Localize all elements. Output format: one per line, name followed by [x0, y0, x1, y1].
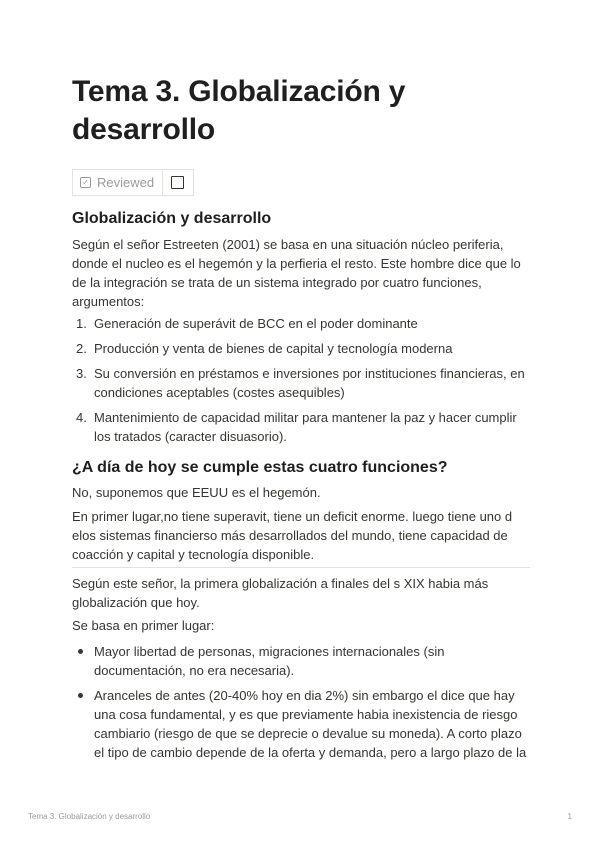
- bullet-dot: [78, 649, 83, 654]
- list-item: 1. Generación de superávit de BCC en el poder dominante: [76, 316, 418, 331]
- bullets-list: [72, 642, 530, 762]
- section-heading-cuatro-funciones: ¿A día de hoy se cumple estas cuatro funciones?: [72, 459, 448, 476]
- reviewed-checkbox[interactable]: [171, 176, 184, 189]
- footer-title: Tema 3. Globalización y desarrollo: [28, 812, 151, 821]
- functions-list: [72, 314, 530, 446]
- page-number: 1: [567, 812, 572, 821]
- divider: [72, 567, 530, 568]
- list-item: Mayor libertad de personas, migraciones internacionales (sin documentación, no era necesaria).: [72, 642, 530, 680]
- checkbox-property-icon: ✓: [80, 177, 91, 188]
- section-heading-globalizacion: Globalización y desarrollo: [72, 210, 272, 227]
- bullet-dot: [78, 693, 83, 698]
- paragraph-primera-globalizacion: Según este señor, la primera globalización a finales del s XIX habia más globalización que hoy.: [72, 576, 489, 610]
- paragraph-hegemon: No, suponemos que EEUU es el hegemón.: [72, 485, 321, 500]
- paragraph-se-basa: Se basa en primer lugar:: [72, 618, 215, 633]
- properties-row: [72, 169, 194, 196]
- list-item: 4. Mantenimiento de capacidad militar para mantener la paz y hacer cumplir los tratados (caracter disuasorio).: [76, 410, 517, 444]
- intro-paragraph: Según el señor Estreeten (2001) se basa en una situación núcleo periferia, donde el nucleo es el hegemón y la perfieria el resto. Este hombre dice que lo de la integración se trata de un sistema integrado por cuatro funciones, argumentos:: [72, 237, 521, 309]
- property-reviewed: [73, 170, 163, 195]
- page-title: Tema 3. Globalización y desarrollo: [72, 75, 406, 146]
- paragraph-primer-lugar: En primer lugar,no tiene superavit, tiene un deficit enorme. luego tiene uno d elos sistemas financierso más desarrollados del mundo, tiene capacidad de coacción y capital y tecnología disponible.: [72, 509, 513, 562]
- list-item: 3. Su conversión en préstamos e inversiones por instituciones financieras, en condiciones aceptables (costes asequibles): [76, 366, 525, 400]
- page-footer: [28, 812, 572, 821]
- property-label: Reviewed: [97, 175, 155, 190]
- list-item: 2. Producción y venta de bienes de capital y tecnología moderna: [76, 341, 453, 356]
- property-value[interactable]: [163, 170, 193, 195]
- list-item: Aranceles de antes (20-40% hoy en dia 2%) sin embargo el dice que hay una cosa fundamental, y es que previamente habia inexistencia de riesgo cambiario (riesgo de que se deprecie o devalue su moneda). A corto plazo el tipo de cambio depende de la oferta y demanda, pero a largo plazo de la: [72, 686, 530, 762]
